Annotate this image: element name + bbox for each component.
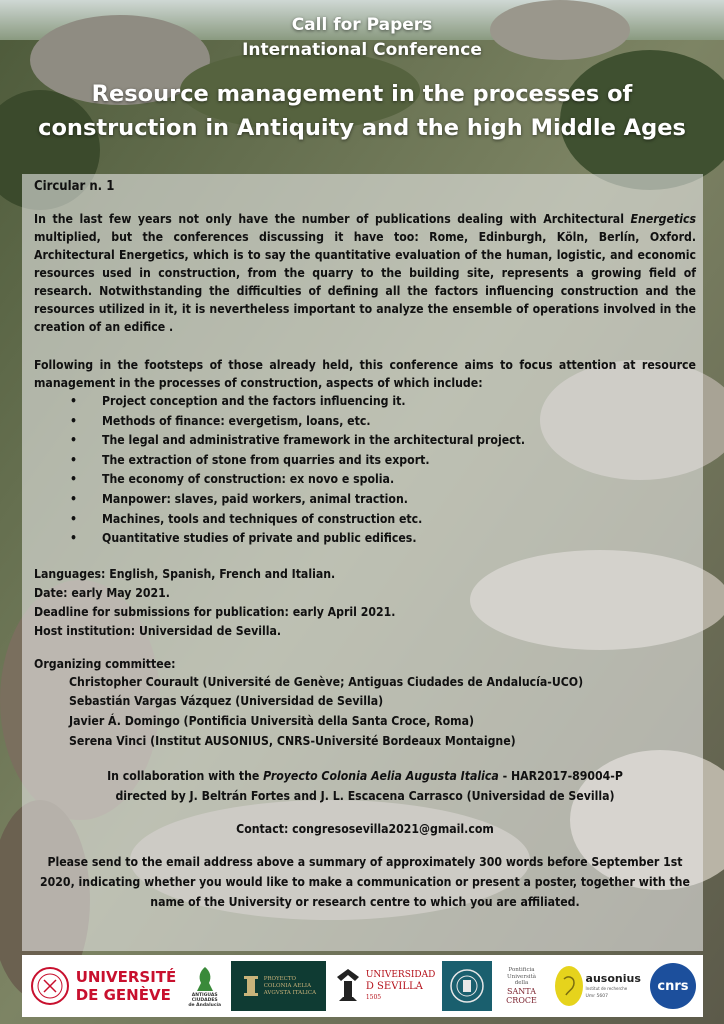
santacroce-text-1: Pontificia (508, 967, 535, 974)
ausonius-text-2: Institut de recherche (585, 985, 628, 991)
colonia-column-icon (242, 975, 260, 997)
call-for-papers: Call for Papers (291, 15, 433, 35)
logo-cnrs (649, 960, 697, 1012)
bullet-icon: • (70, 531, 78, 546)
committee-member: Christopher Courault (Université de Genève; Antiguas Ciudades de Andalucía-UCO) (69, 674, 584, 689)
ausonius-text-3: Umr 5607 (585, 993, 608, 999)
bullet-icon: • (70, 413, 78, 428)
topic-text: Project conception and the factors influencing it. (102, 394, 406, 408)
list-item (34, 510, 696, 530)
logo-blue-seal (442, 961, 492, 1011)
sevilla-crest-icon (333, 967, 363, 1005)
list-item (34, 392, 696, 412)
logo-universidad-sevilla (332, 960, 436, 1012)
committee-heading: Organizing committee: (34, 656, 176, 671)
list-item (34, 529, 696, 549)
antiguas-text-1: ANTIGUAS (191, 992, 218, 998)
committee-member: Serena Vinci (Institut AUSONIUS, CNRS-Université Bordeaux Montaigne) (69, 733, 516, 748)
collab-prefix: In collaboration with the (107, 769, 264, 784)
bullet-icon: • (70, 433, 78, 448)
bullet-icon: • (70, 511, 78, 526)
collab-suffix: - HAR2017-89004-P (498, 769, 623, 784)
geneve-text-2: DE GENÈVE (75, 986, 171, 1004)
antiguas-text-3: de Andalucía (188, 1002, 222, 1008)
santacroce-text-3: della (514, 980, 529, 987)
conference-type: International Conference (242, 40, 482, 60)
cnrs-badge (650, 963, 696, 1009)
list-item (34, 412, 696, 432)
logo-universite-geneve (28, 960, 178, 1012)
poster-header (0, 0, 724, 145)
antiguas-figure-icon (192, 965, 218, 993)
ausonius-text-1: ausonius (585, 971, 641, 985)
collaboration-note (34, 766, 696, 806)
sponsor-logos-bar (22, 955, 703, 1017)
antiguas-text-2: CIUDADES (191, 997, 218, 1003)
sevilla-text-2: D SEVILLA (365, 980, 423, 992)
organizing-committee (34, 655, 696, 751)
circular-content (34, 178, 696, 912)
list-item (34, 490, 696, 510)
topics-list (34, 392, 696, 549)
collab-project: Proyecto Colonia Aelia Augusta Italica (263, 769, 499, 784)
conference-title-line-1: Resource management in the processes of (91, 81, 633, 107)
santacroce-text-4: SANTA (507, 986, 536, 996)
topic-text: The economy of construction: ex novo e spolia. (102, 472, 395, 487)
bullet-icon: • (70, 491, 78, 506)
geneve-seal-icon (30, 966, 70, 1006)
circular-number: Circular n. 1 (34, 179, 115, 194)
bullet-icon: • (70, 472, 78, 487)
topic-text: The legal and administrative framework in the architectural project. (102, 433, 526, 448)
ausonius-head-icon (554, 965, 584, 1007)
intro-text-a: In the last few years not only have the number of publications dealing with Architectural (34, 212, 631, 226)
intro-text-b: multiplied, but the conferences discussing it have too: Rome, Edinburgh, Köln, Berlín, Oxford. Architectural Energetics, which is to say the quantitative evaluation of the human, logistic, and economic resources used in construction, from the quarry to the building site, represents a growing field of research. Notwithstanding the difficulties of defining all the factors influencing construction and the resources utilized in it, it is nevertheless important to analyze the ensemble of operations involved in the creation of an edifice . (34, 230, 696, 334)
intro-italic-term: Energetics (630, 212, 696, 226)
santacroce-text-2: Università (507, 973, 537, 980)
seal-icon (448, 967, 486, 1005)
logo-antiguas-ciudades (184, 960, 226, 1012)
topic-text: Quantitative studies of private and public edifices. (102, 531, 417, 546)
conference-title-line-2: construction in Antiquity and the high Middle Ages (38, 115, 686, 141)
contact-email: Contact: congresosevilla2021@gmail.com (236, 822, 494, 837)
collaboration-line-1 (34, 766, 696, 786)
logo-santa-croce (498, 960, 546, 1012)
date: Date: early May 2021. (34, 585, 170, 600)
logo-ausonius (551, 960, 643, 1012)
list-item (34, 451, 696, 471)
topic-text: The extraction of stone from quarries and its export. (102, 452, 430, 467)
list-item (34, 431, 696, 451)
conference-info (34, 565, 696, 641)
bullet-icon: • (70, 394, 78, 408)
aims-paragraph: Following in the footsteps of those already held, this conference aims to focus attention at resource management in the processes of construction, aspects of which include: (34, 358, 696, 390)
deadline: Deadline for submissions for publication: early April 2021. (34, 604, 396, 619)
intro-paragraph (34, 210, 696, 336)
colonia-text-3: AVGVSTA ITALICA (263, 989, 317, 996)
bullet-icon: • (70, 452, 78, 467)
topic-text: Manpower: slaves, paid workers, animal traction. (102, 491, 408, 506)
santacroce-text-5: CROCE (506, 995, 537, 1005)
languages: Languages: English, Spanish, French and Italian. (34, 566, 336, 581)
submission-instructions: Please send to the email address above a summary of approximately 300 words before September 1st 2020, indicating whether you would like to make a communication or present a poster, together with the name of the University or research centre to which you are affiliated. (40, 855, 690, 910)
collaboration-line-2: directed by J. Beltrán Fortes and J. L. Escacena Carrasco (Universidad de Sevilla) (115, 789, 615, 804)
geneve-text-1: UNIVERSITÉ (75, 968, 177, 986)
topic-text: Methods of finance: evergetism, loans, etc. (102, 413, 371, 428)
committee-member: Javier Á. Domingo (Pontificia Università della Santa Croce, Roma) (69, 713, 475, 728)
list-item (34, 470, 696, 490)
colonia-text-1: PROYECTO (263, 975, 297, 982)
host-institution: Host institution: Universidad de Sevilla. (34, 623, 282, 638)
cnrs-text: cnrs (657, 978, 689, 994)
sevilla-text-1: UNIVERSIDAD (365, 969, 436, 980)
logo-proyecto-colonia-aelia (231, 961, 326, 1011)
committee-member: Sebastián Vargas Vázquez (Universidad de Sevilla) (69, 694, 384, 709)
topic-text: Machines, tools and techniques of construction etc. (102, 511, 423, 526)
colonia-text-2: COLONIA AELIA (263, 982, 312, 989)
sevilla-text-3: 1505 (365, 993, 382, 1001)
